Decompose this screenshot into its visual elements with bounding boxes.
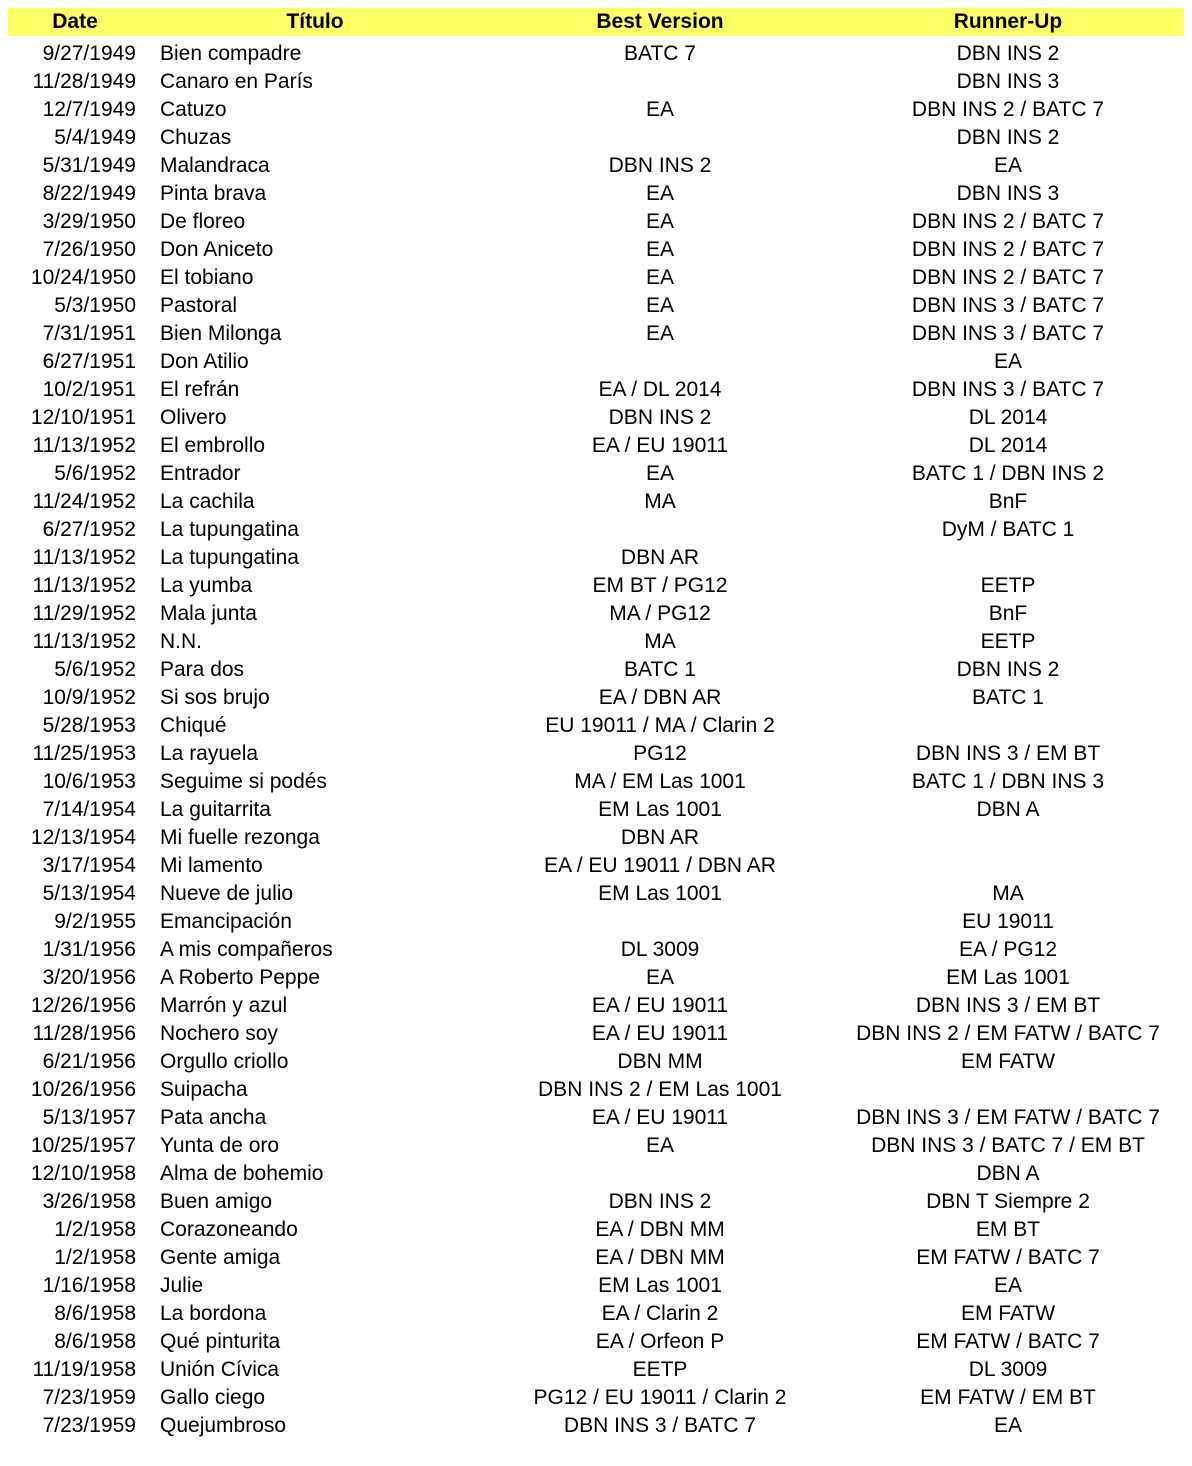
title-cell[interactable]: Seguime si podés — [160, 770, 327, 793]
table-row — [8, 964, 1184, 992]
table-row — [8, 1104, 1184, 1132]
header-best-version[interactable]: Best Version — [596, 10, 724, 33]
best-version-cell[interactable]: EA / DBN MM — [595, 1218, 725, 1241]
best-version-cell[interactable]: EA / DBN AR — [598, 686, 722, 709]
table-row — [8, 880, 1184, 908]
date-cell[interactable]: 9/27/1949 — [42, 42, 136, 65]
table-row — [8, 796, 1184, 824]
date-cell[interactable]: 6/27/1951 — [42, 350, 136, 373]
table-row — [8, 992, 1184, 1020]
date-cell[interactable]: 10/26/1956 — [30, 1078, 136, 1101]
date-cell[interactable]: 11/29/1952 — [32, 602, 136, 625]
title-cell[interactable]: Pastoral — [160, 294, 238, 317]
runner-up-cell[interactable]: BATC 1 / DBN INS 3 — [911, 770, 1105, 793]
runner-up-cell[interactable]: EETP — [980, 630, 1036, 653]
date-cell[interactable]: 5/4/1949 — [54, 126, 136, 149]
runner-up-cell[interactable]: DBN INS 3 / EM FATW / BATC 7 — [856, 1106, 1160, 1129]
title-cell[interactable]: El tobiano — [160, 266, 254, 289]
title-cell[interactable]: Canaro en París — [160, 70, 313, 93]
runner-up-cell[interactable]: EM FATW / EM BT — [920, 1386, 1096, 1409]
date-cell[interactable]: 3/20/1956 — [42, 966, 136, 989]
table-body — [8, 40, 1184, 1440]
date-cell[interactable]: 7/31/1951 — [42, 322, 136, 345]
best-version-cell[interactable]: DBN AR — [620, 826, 700, 849]
best-version-cell[interactable]: EA — [645, 966, 674, 989]
runner-up-cell[interactable]: DL 3009 — [968, 1358, 1048, 1381]
runner-up-cell[interactable]: DBN INS 3 / EM BT — [915, 742, 1101, 765]
date-cell[interactable]: 9/2/1955 — [54, 910, 136, 933]
header-runner-up[interactable]: Runner-Up — [953, 10, 1063, 33]
title-cell[interactable]: La guitarrita — [160, 798, 271, 821]
date-cell[interactable]: 11/28/1949 — [32, 70, 136, 93]
table-row — [8, 684, 1184, 712]
best-version-cell[interactable]: EA / DL 2014 — [598, 378, 722, 401]
table-row — [8, 1216, 1184, 1244]
title-cell[interactable]: Chiqué — [160, 714, 227, 737]
best-version-cell[interactable]: EM BT / PG12 — [592, 574, 728, 597]
date-cell[interactable]: 1/31/1956 — [42, 938, 136, 961]
table-row — [8, 348, 1184, 376]
table-row — [8, 40, 1184, 68]
best-version-cell[interactable]: EA / DBN MM — [595, 1246, 725, 1269]
runner-up-cell[interactable]: DBN INS 3 / BATC 7 — [911, 294, 1105, 317]
runner-up-cell[interactable]: BnF — [988, 490, 1028, 513]
title-cell[interactable]: La bordona — [160, 1302, 267, 1325]
table-row — [8, 824, 1184, 852]
date-cell[interactable]: 7/23/1959 — [42, 1414, 136, 1437]
title-cell[interactable]: Catuzo — [160, 98, 227, 121]
best-version-cell[interactable]: EA — [645, 294, 674, 317]
title-cell[interactable]: Nochero soy — [160, 1022, 278, 1045]
runner-up-cell[interactable]: DBN INS 3 / BATC 7 — [911, 378, 1105, 401]
table-row — [8, 1328, 1184, 1356]
title-cell[interactable]: Pata ancha — [160, 1106, 267, 1129]
table-row — [8, 1132, 1184, 1160]
header-date[interactable]: Date — [52, 10, 98, 33]
runner-up-cell[interactable]: DBN INS 3 — [956, 70, 1060, 93]
runner-up-cell[interactable]: EA — [993, 1414, 1022, 1437]
table-row — [8, 712, 1184, 740]
title-cell[interactable]: Nueve de julio — [160, 882, 294, 905]
title-cell[interactable]: Don Atilio — [160, 350, 249, 373]
runner-up-cell[interactable]: DBN INS 2 / BATC 7 — [911, 238, 1105, 261]
best-version-cell[interactable]: MA — [644, 490, 676, 513]
table-row — [8, 1384, 1184, 1412]
date-cell[interactable]: 10/2/1951 — [42, 378, 136, 401]
title-cell[interactable]: El embrollo — [160, 434, 266, 457]
title-cell[interactable]: Suipacha — [160, 1078, 248, 1101]
date-cell[interactable]: 6/27/1952 — [42, 518, 136, 541]
date-cell[interactable]: 3/26/1958 — [42, 1190, 136, 1213]
table-row — [8, 320, 1184, 348]
best-version-cell[interactable]: EETP — [632, 1358, 688, 1381]
table-row — [8, 488, 1184, 516]
title-cell[interactable]: Mi fuelle rezonga — [160, 826, 320, 849]
date-cell[interactable]: 6/21/1956 — [42, 1050, 136, 1073]
table-row — [8, 516, 1184, 544]
best-version-cell[interactable]: EA — [645, 462, 674, 485]
date-cell[interactable]: 1/16/1958 — [42, 1274, 136, 1297]
runner-up-cell[interactable]: MA — [992, 882, 1024, 905]
date-cell[interactable]: 1/2/1958 — [54, 1246, 136, 1269]
runner-up-cell[interactable]: DBN INS 2 / BATC 7 — [911, 98, 1105, 121]
title-cell[interactable]: A mis compañeros — [160, 938, 333, 961]
title-cell[interactable]: Don Aniceto — [160, 238, 274, 261]
title-cell[interactable]: La cachila — [160, 490, 255, 513]
title-cell[interactable]: Unión Cívica — [160, 1358, 280, 1381]
best-version-cell[interactable]: DBN INS 2 / EM Las 1001 — [538, 1078, 782, 1101]
best-version-cell[interactable]: EA — [645, 322, 674, 345]
best-version-cell[interactable]: EA / Orfeon P — [595, 1330, 725, 1353]
table-row — [8, 432, 1184, 460]
table-row — [8, 376, 1184, 404]
runner-up-cell[interactable]: DBN INS 3 — [956, 182, 1060, 205]
title-cell[interactable]: Pinta brava — [160, 182, 267, 205]
title-cell[interactable]: Malandraca — [160, 154, 270, 177]
table-row — [8, 1048, 1184, 1076]
best-version-cell[interactable]: EA — [645, 238, 674, 261]
title-cell[interactable]: La yumba — [160, 574, 253, 597]
runner-up-cell[interactable]: BnF — [988, 602, 1028, 625]
table-row — [8, 852, 1184, 880]
runner-up-cell[interactable]: DBN INS 2 — [956, 658, 1060, 681]
table-row — [8, 1412, 1184, 1440]
runner-up-cell[interactable]: EA — [993, 1274, 1022, 1297]
table-row — [8, 264, 1184, 292]
runner-up-cell[interactable]: DBN INS 3 / BATC 7 — [911, 322, 1105, 345]
table-row — [8, 600, 1184, 628]
date-cell[interactable]: 7/26/1950 — [42, 238, 136, 261]
table-row — [8, 656, 1184, 684]
title-cell[interactable]: Entrador — [160, 462, 241, 485]
runner-up-cell[interactable]: DyM / BATC 1 — [941, 518, 1075, 541]
runner-up-cell[interactable]: EM BT — [975, 1218, 1041, 1241]
title-cell[interactable]: A Roberto Peppe — [160, 966, 320, 989]
title-cell[interactable]: Bien Milonga — [160, 322, 282, 345]
runner-up-cell[interactable]: DL 2014 — [968, 434, 1048, 457]
date-cell[interactable]: 10/6/1953 — [42, 770, 136, 793]
date-cell[interactable]: 10/25/1957 — [30, 1134, 136, 1157]
runner-up-cell[interactable]: EM FATW — [960, 1302, 1056, 1325]
date-cell[interactable]: 11/13/1952 — [32, 574, 136, 597]
best-version-cell[interactable]: MA — [644, 630, 676, 653]
best-version-cell[interactable]: EA — [645, 1134, 674, 1157]
date-cell[interactable]: 5/6/1952 — [54, 462, 136, 485]
table-row — [8, 1160, 1184, 1188]
date-cell[interactable]: 12/10/1951 — [30, 406, 136, 429]
title-cell[interactable]: Chuzas — [160, 126, 232, 149]
best-version-cell[interactable]: PG12 — [633, 742, 687, 765]
table-row — [8, 768, 1184, 796]
title-cell[interactable]: Alma de bohemio — [160, 1162, 324, 1185]
best-version-cell[interactable]: EU 19011 / MA / Clarin 2 — [545, 714, 775, 737]
date-cell[interactable]: 11/25/1953 — [32, 742, 136, 765]
date-cell[interactable]: 5/28/1953 — [42, 714, 136, 737]
date-cell[interactable]: 11/24/1952 — [32, 490, 136, 513]
runner-up-cell[interactable]: EA / PG12 — [958, 938, 1058, 961]
date-cell[interactable]: 3/17/1954 — [42, 854, 136, 877]
date-cell[interactable]: 5/13/1954 — [42, 882, 136, 905]
title-cell[interactable]: Gallo ciego — [160, 1386, 266, 1409]
date-cell[interactable]: 12/10/1958 — [30, 1162, 136, 1185]
table-row — [8, 1188, 1184, 1216]
date-cell[interactable]: 5/13/1957 — [42, 1106, 136, 1129]
table-row — [8, 68, 1184, 96]
date-cell[interactable]: 5/31/1949 — [42, 154, 136, 177]
table-row — [8, 124, 1184, 152]
table-row — [8, 180, 1184, 208]
runner-up-cell[interactable]: EU 19011 — [962, 910, 1054, 933]
table-row — [8, 908, 1184, 936]
date-cell[interactable]: 7/14/1954 — [42, 798, 136, 821]
best-version-cell[interactable]: EM Las 1001 — [598, 882, 722, 905]
date-cell[interactable]: 11/28/1956 — [32, 1022, 136, 1045]
best-version-cell[interactable]: EA / EU 19011 — [591, 994, 729, 1017]
date-cell[interactable]: 11/13/1952 — [32, 546, 136, 569]
table-row — [8, 460, 1184, 488]
table-row — [8, 1244, 1184, 1272]
runner-up-cell[interactable]: DBN INS 2 — [956, 42, 1060, 65]
title-cell[interactable]: Bien compadre — [160, 42, 302, 65]
best-version-cell[interactable]: EM Las 1001 — [598, 1274, 722, 1297]
table-row — [8, 208, 1184, 236]
date-cell[interactable]: 11/13/1952 — [32, 434, 136, 457]
title-cell[interactable]: De floreo — [160, 210, 246, 233]
date-cell[interactable]: 7/23/1959 — [42, 1386, 136, 1409]
date-cell[interactable]: 12/13/1954 — [30, 826, 136, 849]
table-row — [8, 1076, 1184, 1104]
best-version-cell[interactable]: EA / EU 19011 — [591, 1022, 729, 1045]
title-cell[interactable]: Olivero — [160, 406, 227, 429]
best-version-cell[interactable]: EA / EU 19011 — [591, 1106, 729, 1129]
best-version-cell[interactable]: EA / EU 19011 / DBN AR — [544, 854, 776, 877]
best-version-cell[interactable]: DBN INS 2 — [608, 406, 712, 429]
runner-up-cell[interactable]: EA — [993, 350, 1022, 373]
title-cell[interactable]: Emancipación — [160, 910, 292, 933]
table-row — [8, 1272, 1184, 1300]
best-version-cell[interactable]: EA / Clarin 2 — [601, 1302, 719, 1325]
table-row — [8, 572, 1184, 600]
runner-up-cell[interactable]: DBN INS 2 — [956, 126, 1060, 149]
title-cell[interactable]: Marrón y azul — [160, 994, 288, 1017]
best-version-cell[interactable]: PG12 / EU 19011 / Clarin 2 — [533, 1386, 787, 1409]
table-row — [8, 292, 1184, 320]
date-cell[interactable]: 12/7/1949 — [42, 98, 136, 121]
title-cell[interactable]: Buen amigo — [160, 1190, 273, 1213]
table-row — [8, 544, 1184, 572]
title-cell[interactable]: Corazoneando — [160, 1218, 298, 1241]
runner-up-cell[interactable]: EA — [993, 154, 1022, 177]
best-version-cell[interactable]: DBN AR — [620, 546, 700, 569]
title-cell[interactable]: Yunta de oro — [160, 1134, 280, 1157]
best-version-cell[interactable]: DBN INS 2 — [608, 154, 712, 177]
runner-up-cell[interactable]: EM FATW / BATC 7 — [916, 1330, 1100, 1353]
best-version-cell[interactable]: EA — [645, 182, 674, 205]
runner-up-cell[interactable]: DBN A — [976, 1162, 1040, 1185]
best-version-cell[interactable]: MA / PG12 — [609, 602, 711, 625]
runner-up-cell[interactable]: DBN A — [976, 798, 1040, 821]
title-cell[interactable]: El refrán — [160, 378, 240, 401]
date-cell[interactable]: 3/29/1950 — [42, 210, 136, 233]
runner-up-cell[interactable]: DBN INS 3 / BATC 7 / EM BT — [871, 1134, 1145, 1157]
date-cell[interactable]: 1/2/1958 — [54, 1218, 136, 1241]
best-version-cell[interactable]: DBN INS 3 / BATC 7 — [563, 1414, 757, 1437]
runner-up-cell[interactable]: DBN INS 2 / BATC 7 — [911, 210, 1105, 233]
title-cell[interactable]: Quejumbroso — [160, 1414, 287, 1437]
runner-up-cell[interactable]: DBN INS 3 / EM BT — [915, 994, 1101, 1017]
table-row — [8, 1020, 1184, 1048]
runner-up-cell[interactable]: DBN INS 2 / BATC 7 — [911, 266, 1105, 289]
date-cell[interactable]: 5/3/1950 — [54, 294, 136, 317]
runner-up-cell[interactable]: EM FATW / BATC 7 — [916, 1246, 1100, 1269]
best-version-cell[interactable]: DBN MM — [617, 1050, 703, 1073]
date-cell[interactable]: 11/13/1952 — [32, 630, 136, 653]
best-version-cell[interactable]: EA — [645, 266, 674, 289]
title-cell[interactable]: La tupungatina — [160, 518, 299, 541]
date-cell[interactable]: 8/6/1958 — [54, 1330, 136, 1353]
table-row — [8, 740, 1184, 768]
best-version-cell[interactable]: EM Las 1001 — [598, 798, 722, 821]
title-cell[interactable]: Si sos brujo — [160, 686, 270, 709]
header-row — [8, 8, 1184, 36]
runner-up-cell[interactable]: DBN INS 2 / EM FATW / BATC 7 — [856, 1022, 1160, 1045]
runner-up-cell[interactable]: DL 2014 — [968, 406, 1048, 429]
table-row — [8, 96, 1184, 124]
header-title[interactable]: Título — [286, 10, 344, 33]
title-cell[interactable]: Mi lamento — [160, 854, 263, 877]
runner-up-cell[interactable]: BATC 1 — [972, 686, 1044, 709]
title-cell[interactable]: Gente amiga — [160, 1246, 281, 1269]
date-cell[interactable]: 8/22/1949 — [42, 182, 136, 205]
title-cell[interactable]: Mala junta — [160, 602, 257, 625]
best-version-cell[interactable]: BATC 7 — [624, 42, 696, 65]
best-version-cell[interactable]: DL 3009 — [620, 938, 700, 961]
table-row — [8, 404, 1184, 432]
title-cell[interactable]: La tupungatina — [160, 546, 299, 569]
table-row — [8, 1356, 1184, 1384]
title-cell[interactable]: N.N. — [160, 630, 202, 653]
date-cell[interactable]: 8/6/1958 — [54, 1302, 136, 1325]
runner-up-cell[interactable]: EM FATW — [960, 1050, 1056, 1073]
title-cell[interactable]: La rayuela — [160, 742, 259, 765]
best-version-cell[interactable]: EA / EU 19011 — [591, 434, 729, 457]
date-cell[interactable]: 11/19/1958 — [32, 1358, 136, 1381]
runner-up-cell[interactable]: BATC 1 / DBN INS 2 — [911, 462, 1105, 485]
title-cell[interactable]: Qué pinturita — [160, 1330, 281, 1353]
date-cell[interactable]: 12/26/1956 — [30, 994, 136, 1017]
table-row — [8, 236, 1184, 264]
best-version-cell[interactable]: EA — [645, 98, 674, 121]
table-row — [8, 1300, 1184, 1328]
title-cell[interactable]: Julie — [160, 1274, 204, 1297]
title-cell[interactable]: Orgullo criollo — [160, 1050, 289, 1073]
runner-up-cell[interactable]: DBN T Siempre 2 — [926, 1190, 1090, 1213]
best-version-cell[interactable]: BATC 1 — [624, 658, 696, 681]
title-cell[interactable]: Para dos — [160, 658, 245, 681]
best-version-cell[interactable]: DBN INS 2 — [608, 1190, 712, 1213]
best-version-cell[interactable]: MA / EM Las 1001 — [574, 770, 746, 793]
date-cell[interactable]: 10/24/1950 — [30, 266, 136, 289]
best-version-cell[interactable]: EA — [645, 210, 674, 233]
runner-up-cell[interactable]: EETP — [980, 574, 1036, 597]
table-row — [8, 152, 1184, 180]
date-cell[interactable]: 10/9/1952 — [42, 686, 136, 709]
runner-up-cell[interactable]: EM Las 1001 — [946, 966, 1070, 989]
table-row — [8, 936, 1184, 964]
table-row — [8, 628, 1184, 656]
date-cell[interactable]: 5/6/1952 — [54, 658, 136, 681]
